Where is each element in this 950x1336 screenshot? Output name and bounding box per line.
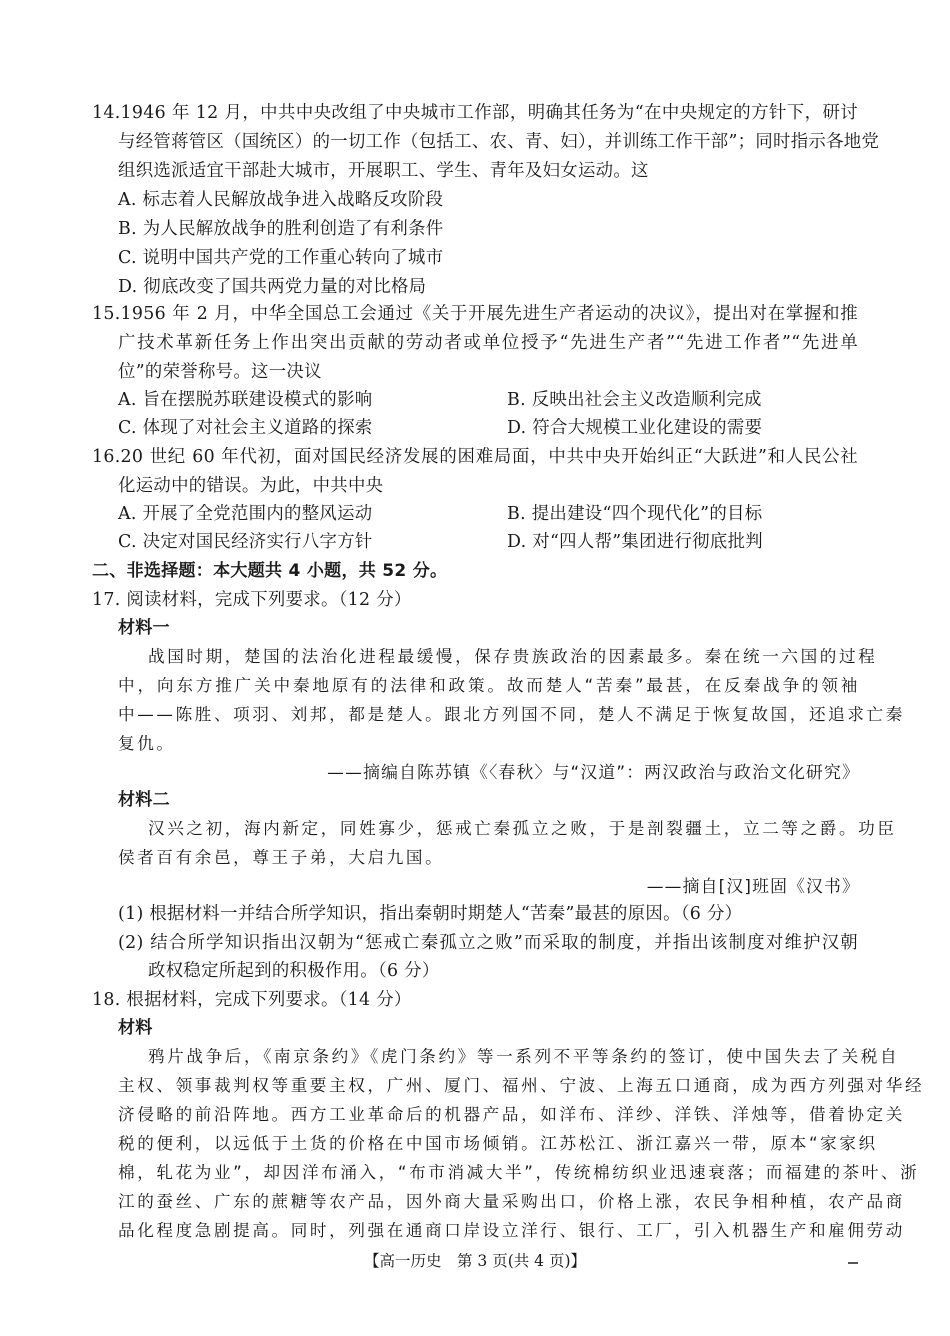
q14-option-c: C. 说明中国共产党的工作重心转向了城市 (118, 248, 444, 268)
q14-option-d: D. 彻底改变了国共两党力量的对比格局 (118, 277, 427, 297)
q18-material-line-4: 税的便利，以远低于土货的价格在中国市场倾销。江苏松江、浙江嘉兴一带，原本“家家织 (118, 1134, 878, 1153)
q14-option-a: A. 标志着人民解放战争进入战略反攻阶段 (118, 190, 444, 210)
q15-stem-line-2: 广技术革新任务上作出突出贡献的劳动者或单位授予“先进生产者”“先进工作者”“先进单 (118, 333, 858, 353)
q17-material1-line-2: 中，向东方推广关中秦地原有的法律和政策。故而楚人“苦秦”最甚，在反秦战争的领袖 (118, 676, 860, 695)
q14-stem-line-3: 组织选派适宜干部赴大城市，开展职工、学生、青年及妇女运动。这 (118, 161, 649, 181)
q18-material-line-1: 鸦片战争后，《南京条约》《虎门条约》等一系列不平等条约的签订，使中国失去了关税自 (148, 1047, 900, 1066)
q18-stem: 18. 根据材料，完成下列要求。（14 分） (92, 990, 412, 1010)
q17-material1-source: ——摘编自陈苏镇《〈春秋〉与“汉道”：两汉政治与政治文化研究》 (327, 762, 860, 782)
q17-material2-line-1: 汉兴之初，海内新定，同姓寡少，惩戒亡秦孤立之败，于是剖裂疆土，立二等之爵。功臣 (148, 819, 897, 838)
q14-option-b: B. 为人民解放战争的胜利创造了有利条件 (118, 219, 444, 239)
q18-material-line-5: 棉，轧花为业”，却因洋布涌入，“布市消减大半”，传统棉纺织业迅速衰落；而福建的茶叶、浙 (118, 1163, 920, 1182)
q15-option-a: A. 旨在摆脱苏联建设模式的影响 (118, 390, 373, 410)
q16-option-c: C. 决定对国民经济实行八字方针 (118, 532, 373, 552)
q17-material2-line-2: 侯者百有余邑，尊王子弟，大启九国。 (118, 848, 445, 867)
q17-subquestion-2-line-2: 政权稳定所起到的积极作用。（6 分） (148, 961, 440, 981)
section-heading: 二、非选择题：本大题共 4 小题，共 52 分。 (92, 561, 448, 581)
q15-option-d: D. 符合大规模工业化建设的需要 (507, 418, 763, 438)
q17-material1-line-4: 复仇。 (118, 734, 176, 753)
q17-subquestion-1: (1) 根据材料一并结合所学知识，指出秦朝时期楚人“苦秦”最甚的原因。（6 分） (118, 904, 743, 924)
q17-material1-line-1: 战国时期，楚国的法治化进程最缓慢，保存贵族政治的因素最多。秦在统一六国的过程 (148, 647, 878, 666)
q15-option-b: B. 反映出社会主义改造顺利完成 (507, 390, 762, 410)
q18-material-line-3: 济侵略的前沿阵地。西方工业革命后的机器产品，如洋布、洋纱、洋铁、洋烛等，借着协定关 (118, 1105, 905, 1124)
q18-material-line-6: 江的蚕丝、广东的蔗糖等农产品，因外商大量采购出口，价格上涨，农民争相种植，农产品商 (118, 1192, 905, 1211)
q16-option-b: B. 提出建设“四个现代化”的目标 (507, 504, 763, 524)
page-footer: 【高一历史 第 3 页(共 4 页)】 (363, 1252, 587, 1270)
corner-mark (848, 1262, 858, 1264)
q16-option-d: D. 对“四人帮”集团进行彻底批判 (507, 532, 763, 552)
q17-stem: 17. 阅读材料，完成下列要求。（12 分） (92, 590, 412, 610)
q17-material2-label: 材料二 (118, 790, 170, 810)
q18-material-label: 材料 (118, 1018, 153, 1038)
q17-subquestion-2-line-1: (2) 结合所学知识指出汉朝为“惩戒亡秦孤立之败”而采取的制度，并指出该制度对维护汉朝 (118, 933, 858, 953)
q16-stem-line-1: 16.20 世纪 60 年代初，面对国民经济发展的困难局面，中共中央开始纠正“大跃进”和人民公社 (92, 447, 858, 467)
q15-option-c: C. 体现了对社会主义道路的探索 (118, 418, 373, 438)
q17-material1-label: 材料一 (118, 618, 170, 638)
q16-option-a: A. 开展了全党范围内的整风运动 (118, 504, 373, 524)
q17-material2-source: ——摘自[汉]班固《汉书》 (646, 876, 860, 896)
q14-stem-line-2: 与经管蒋管区（国统区）的一切工作（包括工、农、青、妇），并训练工作干部”；同时指示各地党 (118, 132, 880, 152)
q15-stem-line-3: 位”的荣誉称号。这一决议 (118, 362, 322, 382)
q18-material-line-2: 主权、领事裁判权等重要主权，广州、厦门、福州、宁波、上海五口通商，成为西方列强对华经 (118, 1076, 925, 1095)
q16-stem-line-2: 化运动中的错误。为此，中共中央 (118, 476, 384, 496)
q18-material-line-7: 品化程度急剧提高。同时，列强在通商口岸设立洋行、银行、工厂，引入机器生产和雇佣劳动 (118, 1221, 905, 1240)
q14-stem-line-1: 14.1946 年 12 月，中共中央改组了中央城市工作部，明确其任务为“在中央规定的方针下，研讨 (92, 103, 858, 123)
q15-stem-line-1: 15.1956 年 2 月，中华全国总工会通过《关于开展先进生产者运动的决议》，提出对在掌握和推 (92, 304, 858, 324)
q17-material1-line-3: 中——陈胜、项羽、刘邦，都是楚人。跟北方列国不同，楚人不满足于恢复故国，还追求亡秦 (118, 705, 905, 724)
